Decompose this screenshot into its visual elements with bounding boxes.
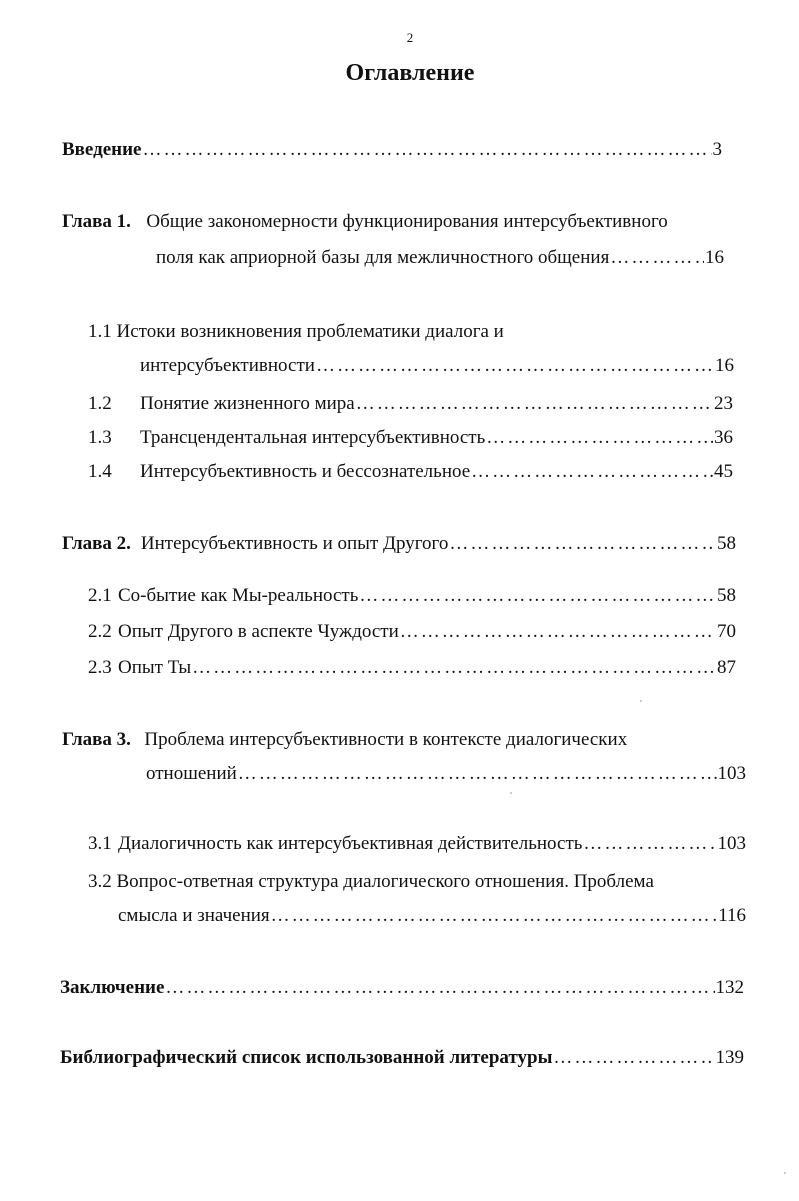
section-number: 2.3 [88,657,112,678]
section-2-1[interactable] [88,584,736,608]
leader-dots [449,532,716,556]
chapter-1-heading[interactable] [62,210,668,234]
scan-speck [640,700,642,702]
section-title-line1: Вопрос-ответная структура диалогического отношения. Проблема [116,871,654,892]
section-title: Понятие жизненного мира [140,393,355,414]
leader-dots [471,460,713,484]
leader-dots [359,584,716,608]
section-1-1-cont[interactable] [140,354,734,378]
toc-entry-page: 16 [715,355,734,376]
toc-entry-page: 16 [705,247,724,268]
leader-dots [356,392,713,416]
toc-entry-page: 45 [714,461,733,482]
leader-dots [238,762,717,786]
toc-entry-page: 70 [717,621,736,642]
chapter-3-title-line1: Проблема интерсубъективности в контексте диалогических [144,729,628,750]
section-title: Со-бытие как Мы-реальность [118,585,359,606]
toc-entry-label: Введение [62,139,142,160]
page-number: 2 [406,30,414,45]
leader-dots [486,426,713,450]
toc-entry-page: 139 [715,1047,744,1068]
leader-dots [192,656,716,680]
section-3-1[interactable] [88,832,746,856]
toc-entry-label: Библиографический список использованной литературы [60,1047,553,1068]
chapter-3-heading[interactable] [62,728,627,752]
leader-dots [400,620,716,644]
leader-dots [610,246,704,270]
toc-entry-page: 103 [717,763,746,784]
toc-entry-page: 58 [717,533,736,554]
section-number: 3.1 [88,833,112,854]
section-2-2[interactable] [88,620,736,644]
toc-entry-label: Заключение [60,977,165,998]
chapter-1-title-line1: Общие закономерности функционирования интерсубъективного [146,211,668,232]
section-1-4[interactable] [88,460,733,484]
chapter-1-prefix: Глава 1. [62,211,131,232]
section-3-2-cont[interactable] [118,904,746,928]
section-title: Опыт Другого в аспекте Чуждости [118,621,399,642]
leader-dots [316,354,714,378]
toc-entry-conclusion[interactable] [60,976,744,1000]
toc-entry-page: 3 [712,139,722,160]
chapter-3-title-cont[interactable] [146,762,746,786]
toc-entry-page: 116 [718,905,746,926]
section-number: 1.1 [88,321,112,342]
toc-entry-page: 103 [717,833,746,854]
toc-entry-bibliography[interactable] [60,1046,744,1070]
section-title: Интерсубъективность и бессознательное [140,461,471,482]
leader-dots [165,976,714,1000]
chapter-2-prefix: Глава 2. [62,533,131,554]
toc-entry-page: 58 [717,585,736,606]
section-title-line1: Истоки возникновения проблематики диалога и [116,321,504,342]
toc-entry-page: 23 [714,393,733,414]
chapter-3-prefix: Глава 3. [62,729,131,750]
section-title: Трансцендентальная интерсубъективность [140,427,486,448]
section-3-2-heading[interactable] [88,870,654,894]
section-number: 1.2 [88,393,112,414]
section-1-1-heading[interactable] [88,320,504,344]
chapter-1-title-cont[interactable] [156,246,724,270]
leader-dots [271,904,718,928]
section-title-line2: смысла и значения [118,905,270,926]
chapter-2-title: Интерсубъективность и опыт Другого [140,533,449,554]
section-1-3[interactable] [88,426,733,450]
chapter-2-heading[interactable] [62,532,736,556]
section-number: 1.4 [88,461,112,482]
page-title: Оглавление [345,60,475,86]
scan-speck [784,1172,786,1174]
toc-entry-intro[interactable] [62,138,722,162]
scan-speck [510,792,512,794]
chapter-1-title-line2: поля как априорной базы для межличностного общения [156,247,610,268]
section-number: 1.3 [88,427,112,448]
section-2-3[interactable] [88,656,736,680]
section-number: 3.2 [88,871,112,892]
section-number: 2.1 [88,585,112,606]
section-1-2[interactable] [88,392,733,416]
section-title: Диалогичность как интерсубъективная действительность [118,833,583,854]
leader-dots [143,138,712,162]
section-number: 2.2 [88,621,112,642]
toc-entry-page: 87 [717,657,736,678]
toc-entry-page: 132 [715,977,744,998]
leader-dots [553,1046,714,1070]
chapter-3-title-line2: отношений [146,763,237,784]
leader-dots [583,832,716,856]
section-title: Опыт Ты [118,657,192,678]
section-title-line2: интерсубъективности [140,355,315,376]
toc-entry-page: 36 [714,427,733,448]
